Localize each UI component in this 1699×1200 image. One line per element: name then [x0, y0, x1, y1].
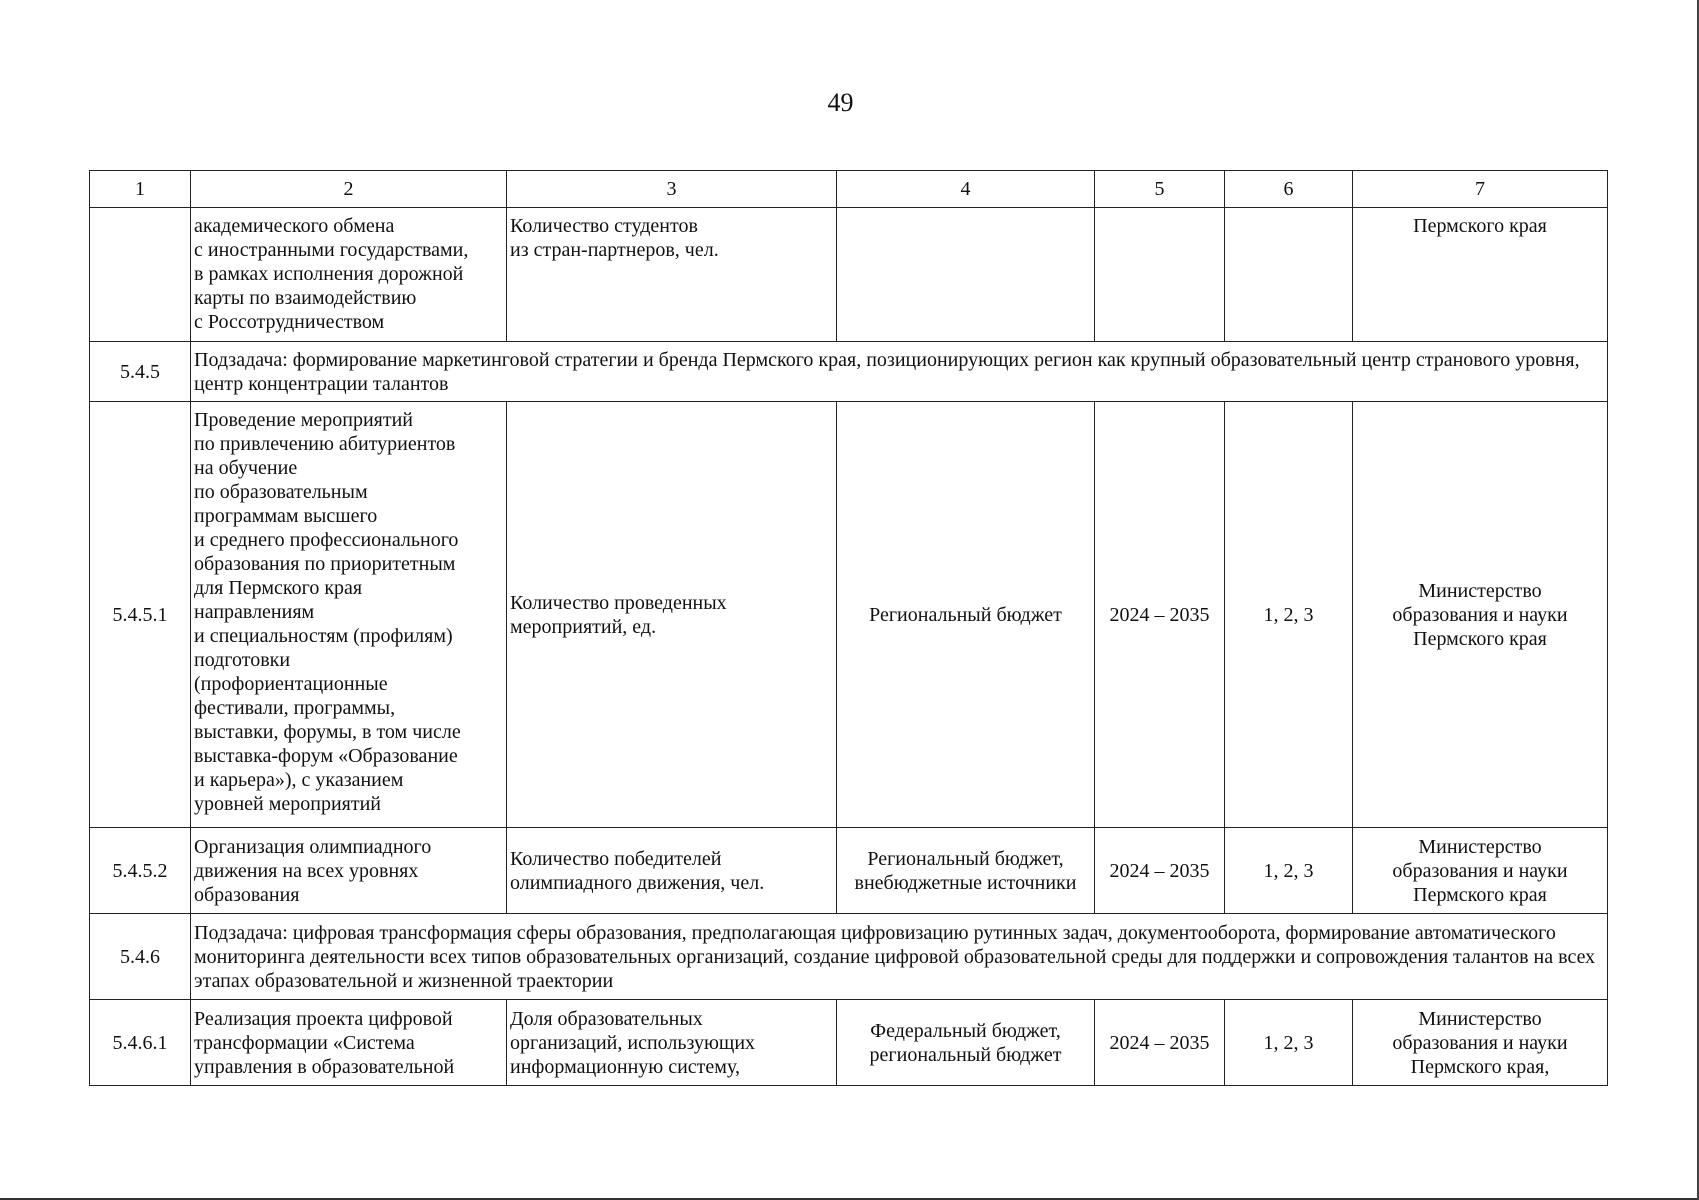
- goals-cell: 1, 2, 3: [1225, 402, 1353, 828]
- subtask-code-cell: 5.4.5: [90, 342, 191, 402]
- funding-source-cell: Региональный бюджет, внебюджетные источники: [837, 828, 1095, 914]
- measures-table: [89, 170, 1608, 1086]
- measure-name-cell: Организация олимпиадного движения на всех уровнях образования: [191, 828, 507, 914]
- funding-source-cell: Федеральный бюджет, региональный бюджет: [837, 1000, 1095, 1086]
- measure-name-cell: Реализация проекта цифровой трансформации «Система управления в образовательной: [191, 1000, 507, 1086]
- funding-source-cell: [837, 208, 1095, 342]
- row-number-cell: 5.4.5.1: [90, 402, 191, 828]
- subtask-text-cell: Подзадача: формирование маркетинговой стратегии и бренда Пермского края, позиционирующих регион как крупный образовательный центр странового уровня, центр концентрации талантов: [191, 342, 1608, 402]
- subtask-text-cell: Подзадача: цифровая трансформация сферы образования, предполагающая цифровизацию рутинных задач, документооборота, формирование автоматического мониторинга деятельности всех типов образовательных организаций, создание цифровой образовательной среды для поддержки и сопровождения талантов на всех этапах образовательной и жизненной траектории: [191, 914, 1608, 1000]
- indicator-cell: Количество проведенных мероприятий, ед.: [507, 402, 837, 828]
- responsible-cell: Пермского края: [1353, 208, 1608, 342]
- header-cell-5: 5: [1095, 171, 1225, 208]
- page-number: 49: [827, 88, 854, 117]
- period-cell: 2024 – 2035: [1095, 402, 1225, 828]
- period-cell: [1095, 208, 1225, 342]
- indicator-cell: Количество студентов из стран-партнеров, чел.: [507, 208, 837, 342]
- subtask-row: [90, 914, 1608, 1000]
- measure-name-cell: академического обмена с иностранными государствами, в рамках исполнения дорожной карты по взаимодействию с Россотрудничеством: [191, 208, 507, 342]
- period-cell: 2024 – 2035: [1095, 1000, 1225, 1086]
- table-header-row: [90, 171, 1608, 208]
- header-cell-4: 4: [837, 171, 1095, 208]
- subtask-code-cell: 5.4.6: [90, 914, 191, 1000]
- period-cell: 2024 – 2035: [1095, 828, 1225, 914]
- header-cell-7: 7: [1353, 171, 1608, 208]
- table-row: [90, 828, 1608, 914]
- header-cell-6: 6: [1225, 171, 1353, 208]
- subtask-row: [90, 342, 1608, 402]
- table-row: [90, 1000, 1608, 1086]
- goals-cell: 1, 2, 3: [1225, 828, 1353, 914]
- measure-name-cell: Проведение мероприятий по привлечению абитуриентов на обучение по образовательным программам высшего и среднего профессионального образования по приоритетным для Пермского края направлениям и специальностям (профилям) подготовки (профориентационные фестивали, программы, выставки, форумы, в том числе выставка-форум «Образование и карьера»), с указанием уровней мероприятий: [191, 402, 507, 828]
- indicator-cell: Доля образовательных организаций, использующих информационную систему,: [507, 1000, 837, 1086]
- responsible-cell: Министерство образования и науки Пермского края: [1353, 828, 1608, 914]
- responsible-cell: Министерство образования и науки Пермского края: [1353, 402, 1608, 828]
- row-number-cell: 5.4.5.2: [90, 828, 191, 914]
- table-row: [90, 402, 1608, 828]
- funding-source-cell: Региональный бюджет: [837, 402, 1095, 828]
- row-number-cell: 5.4.6.1: [90, 1000, 191, 1086]
- responsible-cell: Министерство образования и науки Пермского края,: [1353, 1000, 1608, 1086]
- header-cell-1: 1: [90, 171, 191, 208]
- goals-cell: [1225, 208, 1353, 342]
- header-cell-2: 2: [191, 171, 507, 208]
- indicator-cell: Количество победителей олимпиадного движения, чел.: [507, 828, 837, 914]
- goals-cell: 1, 2, 3: [1225, 1000, 1353, 1086]
- header-cell-3: 3: [507, 171, 837, 208]
- table-row: [90, 208, 1608, 342]
- row-number-cell: [90, 208, 191, 342]
